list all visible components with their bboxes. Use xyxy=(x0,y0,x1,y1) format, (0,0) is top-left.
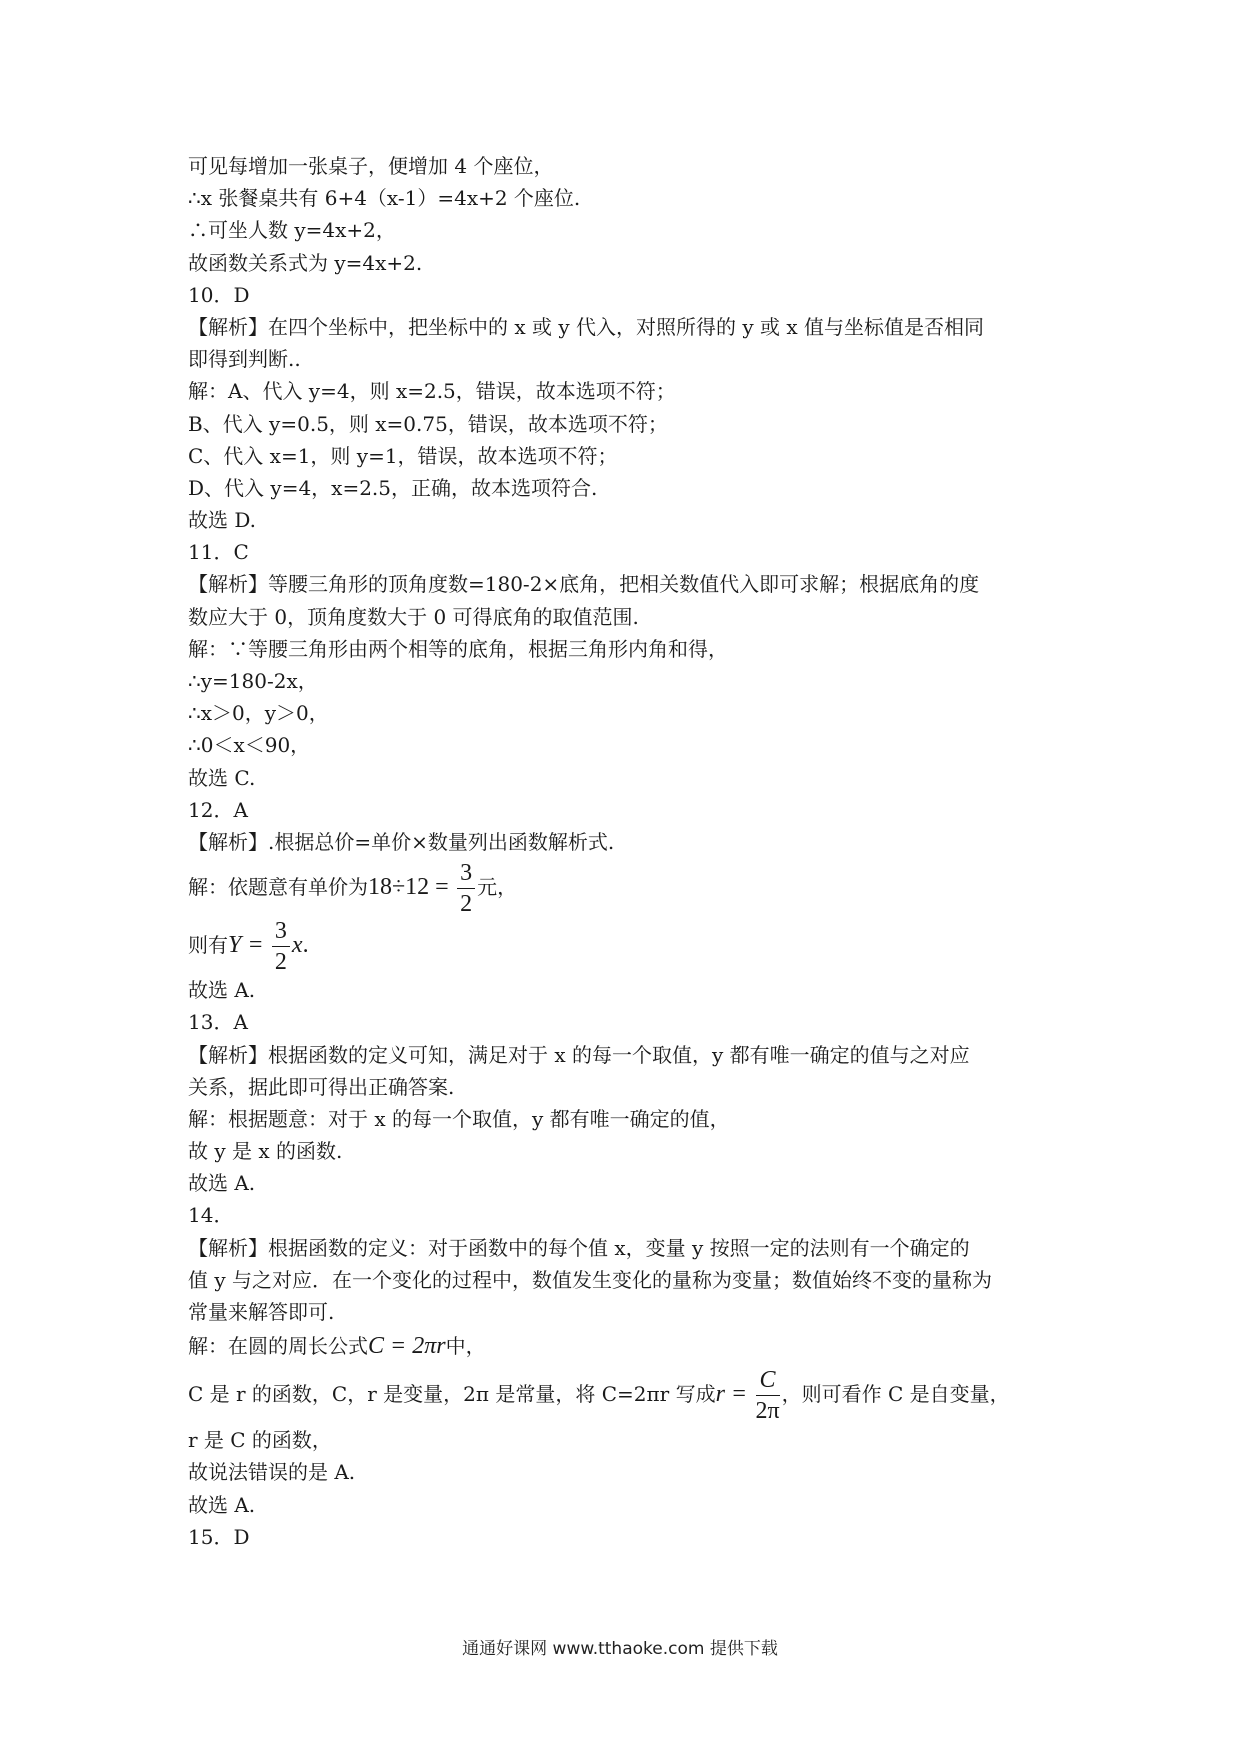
rewrite-formula-line xyxy=(188,1364,1068,1424)
solution-line: 解：∵等腰三角形由两个相等的底角，根据三角形内角和得， xyxy=(188,636,728,661)
text-span: 中， xyxy=(445,1334,486,1359)
function-line xyxy=(188,916,1068,974)
question-number: 12．A xyxy=(188,797,248,822)
text-span: 元， xyxy=(477,875,518,900)
fraction xyxy=(756,1368,780,1423)
text-line: 值 y 与之对应．在一个变化的过程中，数值发生变化的量称为变量；数值始终不变的量称为 xyxy=(188,1267,993,1292)
text-span: 解：在圆的周长公式 xyxy=(188,1334,368,1359)
fraction-numerator: 3 xyxy=(272,919,290,947)
fraction-numerator: C xyxy=(756,1368,780,1396)
unit-price-line xyxy=(188,858,1068,916)
circle-formula-line xyxy=(188,1328,1068,1364)
math-period: . xyxy=(302,932,309,959)
fraction-numerator: 3 xyxy=(457,861,475,889)
text-span: ，则可看作 C 是自变量， xyxy=(781,1382,1010,1407)
question-number: 11．C xyxy=(188,540,249,565)
question-number: 10．D xyxy=(188,282,250,307)
text-line: ∴y=180-2x， xyxy=(188,669,318,693)
answer-line: 故选 A. xyxy=(188,1171,256,1196)
fraction xyxy=(272,919,290,974)
text-span: 解：依题意有单价为 xyxy=(188,875,368,900)
solution-line: 解：A、代入 y=4，则 x=2.5，错误，故本选项不符； xyxy=(188,379,676,404)
page-footer: 通通好课网 www.tthaoke.com 提供下载 xyxy=(462,1639,778,1659)
text-line: ∴x＞0，y＞0， xyxy=(188,701,329,726)
analysis-line: 【解析】在四个坐标中，把坐标中的 x 或 y 代入，对照所得的 y 或 x 值与坐标值是否相同 xyxy=(188,314,985,339)
text-span: 则有 xyxy=(188,933,228,958)
analysis-line: 【解析】等腰三角形的顶角度数=180-2×底角，把相关数值代入即可求解；根据底角的度 xyxy=(188,572,980,597)
math-expression: C = 2πr xyxy=(368,1333,446,1360)
math-expression: Y = xyxy=(228,932,264,959)
answer-line: 故选 D. xyxy=(188,508,257,533)
text-line: 常量来解答即可. xyxy=(188,1300,335,1324)
fraction-denominator: 2π xyxy=(755,1398,780,1425)
text-line: 即得到判断.. xyxy=(188,347,301,372)
analysis-line: 【解析】.根据总价=单价×数量列出函数解析式. xyxy=(188,829,615,854)
answer-line: 故选 C. xyxy=(188,765,256,790)
text-line: 关系，据此即可得出正确答案. xyxy=(188,1074,455,1099)
fraction-denominator: 2 xyxy=(460,891,473,918)
math-expression: r = xyxy=(715,1381,748,1408)
text-line: B、代入 y=0.5，则 x=0.75，错误，故本选项不符； xyxy=(188,411,668,436)
document-body xyxy=(188,150,1068,1553)
text-line: ∴x 张餐桌共有 6+4（x-1）=4x+2 个座位. xyxy=(188,186,581,211)
analysis-line: 【解析】根据函数的定义：对于函数中的每个值 x，变量 y 按照一定的法则有一个确定的 xyxy=(188,1235,970,1260)
fraction-denominator: 2 xyxy=(274,949,287,976)
question-number: 15．D xyxy=(188,1524,250,1549)
text-line: D、代入 y=4，x=2.5，正确，故本选项符合. xyxy=(188,475,598,500)
analysis-line: 【解析】根据函数的定义可知，满足对于 x 的每一个取值，y 都有唯一确定的值与之对应 xyxy=(188,1042,970,1067)
text-span: C 是 r 的函数，C，r 是变量，2π 是常量，将 C=2πr 写成 xyxy=(188,1382,716,1407)
text-line: ∴0＜x＜90， xyxy=(188,733,311,758)
fraction xyxy=(457,861,475,916)
question-number: 14． xyxy=(188,1203,234,1228)
answer-line: 故选 A. xyxy=(188,978,256,1003)
text-line: 可见每增加一张桌子，便增加 4 个座位， xyxy=(188,154,554,178)
answer-line: 故选 A. xyxy=(188,1492,256,1517)
text-line: 数应大于 0，顶角度数大于 0 可得底角的取值范围. xyxy=(188,604,639,629)
question-number: 13．A xyxy=(188,1010,248,1035)
math-expression: 18÷12 = xyxy=(368,874,449,901)
text-line: r 是 C 的函数， xyxy=(188,1428,332,1453)
text-line: ∴可坐人数 y=4x+2， xyxy=(188,218,396,243)
text-line: 故 y 是 x 的函数. xyxy=(188,1139,343,1164)
math-variable: x xyxy=(291,932,303,959)
text-line: C、代入 x=1，则 y=1，错误，故本选项不符； xyxy=(188,443,618,468)
text-line: 故函数关系式为 y=4x+2. xyxy=(188,250,423,275)
text-line: 故说法错误的是 A. xyxy=(188,1460,356,1485)
solution-line: 解：根据题意：对于 x 的每一个取值，y 都有唯一确定的值， xyxy=(188,1106,730,1131)
